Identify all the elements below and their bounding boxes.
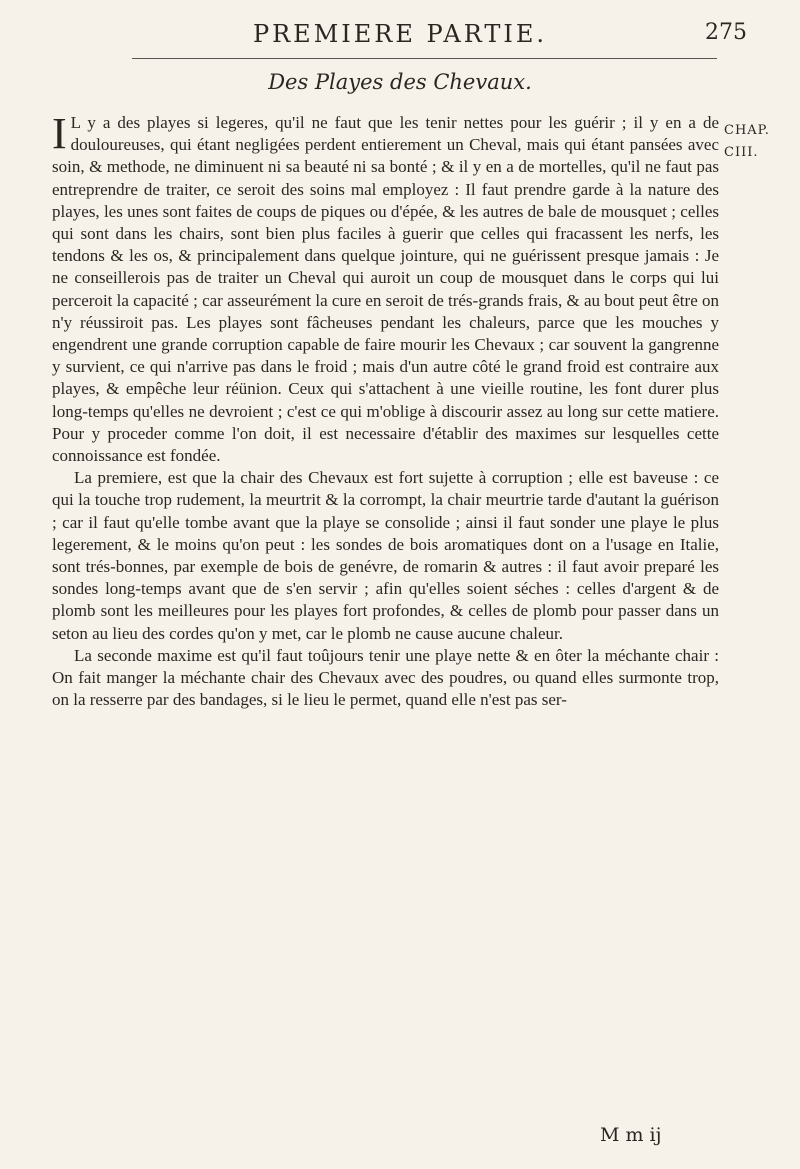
chapter-number: CIII.	[724, 145, 759, 160]
paragraph-3: La seconde maxime est qu'il faut toûjours tenir une playe nette & en ôter la méchante chair : On fait manger la méchante chair des Chevaux avec des poudres, ou quand elles surmonte trop, on la resserre par des bandages, si le lieu le permet, quand elle n'est pas ser-	[52, 645, 719, 710]
header-rule	[132, 58, 717, 59]
running-head: PREMIERE PARTIE.	[252, 20, 548, 48]
paragraph-1	[52, 109, 719, 467]
section-title: Des Playes des Chevaux.	[268, 70, 532, 94]
body-text	[52, 109, 719, 711]
signature-mark: M m ij	[600, 1124, 662, 1146]
chapter-margin-note	[724, 120, 794, 164]
chapter-label: CHAP.	[724, 123, 770, 138]
page-number: 275	[705, 20, 747, 45]
paragraph-1-text: L y a des playes si legeres, qu'il ne faut que les tenir nettes pour les guérir ; il y en a de douloureuses, qui étant negligées perdent entierement un Cheval, mais qui étant pansées avec soin, & methode, ne diminuent ni sa beauté ni sa bonté ; & il y en a de mortelles, qu'il ne faut pas entreprendre de traiter, ce seroit des soins mal employez : Il faut prendre garde à la nature des playes, les unes sont faites de coups de piques ou d'épée, & les autres de bale de mousquet ; celles qui sont dans les chairs, sont bien plus faciles à guerir que celles qui fracassent les nerfs, les tendons & les os, & principalement dans quelque jointure, qui ne guérissent presque jamais : Je ne conseillerois pas de traiter un Cheval qui auroit un coup de mousquet dans le corps qui lui perceroit la capacité ; car asseurément la cure en seroit de trés-grands frais, & au bout peut être on n'y réussiroit pas. Les playes sont fâcheuses pendant les chaleurs, parce que les mouches y engendrent une grande corruption capable de faire mourir les Chevaux ; car souvent la gangrenne y survient, ce qui n'arrive pas dans le froid ; mais d'un autre côté le grand froid est contraire aux playes, & empêche leur réünion. Ceux qui s'attachent à une vieille routine, les font durer plus long-temps qu'elles ne devroient ; c'est ce qui m'oblige à discourir assez au long sur cette matiere. Pour y proceder comme l'on doit, il est necessaire d'établir des maximes sur lesquelles cette connoissance est fondée.	[52, 113, 719, 466]
drop-cap: I	[52, 109, 67, 158]
paragraph-2: La premiere, est que la chair des Chevaux est fort sujette à corruption ; elle est baveuse : ce qui la touche trop rudement, la meurtrit & la corrompt, la chair meurtrie tarde d'autant la guérison ; car il faut qu'elle tombe avant que la playe se consolide ; ainsi il faut sonder une playe le plus legerement, & le moins qu'on peut : les sondes de bois aromatiques dont on a l'usage en Italie, sont trés-bonnes, par exemple de bois de genévre, de romarin & autres : il faut avoir preparé les sondes long-temps avant que de s'en servir ; afin qu'elles soient séches : celles d'argent & de plomb sont les meilleures pour les playes fort profondes, & celles de plomb pour passer dans un seton au lieu des cordes qu'on y met, car le plomb ne cause aucune chaleur.	[52, 468, 719, 643]
